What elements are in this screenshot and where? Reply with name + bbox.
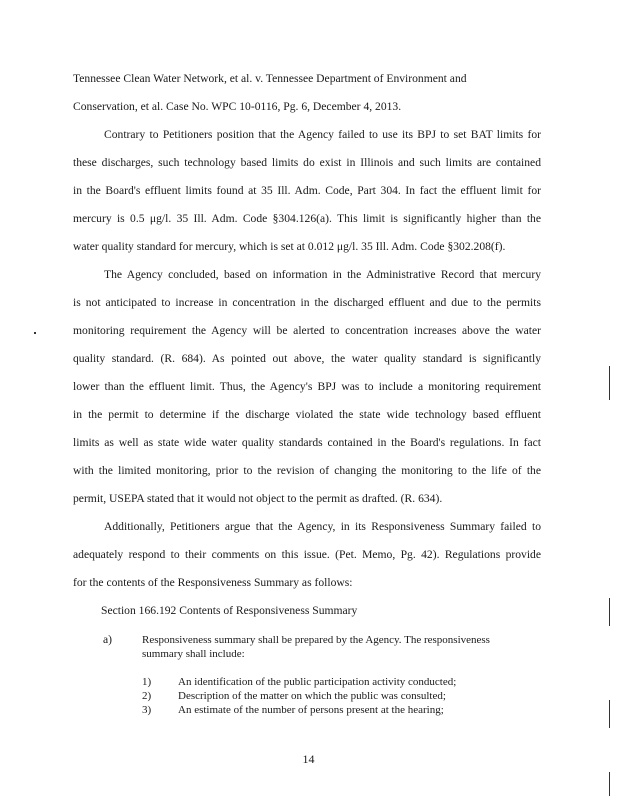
paragraph-2-line-7: limits as well as state wide water quality standards contained in the Board's regulations. In fact (73, 436, 541, 449)
item-a-line-2: summary shall include: (142, 648, 245, 660)
scan-speck (34, 332, 36, 334)
paragraph-2-line-9: permit, USEPA stated that it would not object to the permit as drafted. (R. 634). (73, 492, 443, 505)
scan-mark (609, 772, 610, 796)
paragraph-2-line-6: in the permit to determine if the discharge violated the state wide technology based effluent (73, 408, 541, 421)
sub-item-3-text: An estimate of the number of persons present at the hearing; (178, 704, 444, 716)
paragraph-2-line-8: with the limited monitoring, prior to the revision of changing the monitoring to the life of the (73, 464, 541, 477)
section-heading: Section 166.192 Contents of Responsiveness Summary (101, 604, 358, 617)
scan-mark (609, 700, 610, 728)
sub-item-3-number: 3) (142, 704, 152, 716)
paragraph-2-line-2: is not anticipated to increase in concentration in the discharged effluent and due to the permits (73, 296, 541, 309)
scan-mark (609, 366, 610, 400)
sub-item-2-number: 2) (142, 690, 152, 702)
sub-item-2-text: Description of the matter on which the public was consulted; (178, 690, 446, 702)
item-a-line-1: Responsiveness summary shall be prepared by the Agency. The responsiveness (142, 634, 490, 646)
paragraph-3-line-1: Additionally, Petitioners argue that the Agency, in its Responsiveness Summary failed to (104, 520, 541, 533)
paragraph-1-line-4: mercury is 0.5 μg/l. 35 Ill. Adm. Code §304.126(a). This limit is significantly higher than the (73, 212, 541, 225)
sub-item-1-text: An identification of the public participation activity conducted; (178, 676, 457, 688)
paragraph-3-line-3: for the contents of the Responsiveness Summary as follows: (73, 576, 353, 589)
citation-line-2: Conservation, et al. Case No. WPC 10-0116, Pg. 6, December 4, 2013. (73, 100, 402, 113)
scan-mark (609, 598, 610, 626)
paragraph-1-line-3: in the Board's effluent limits found at 35 Ill. Adm. Code, Part 304. In fact the effluent limit for (73, 184, 541, 197)
paragraph-1-line-5: water quality standard for mercury, which is set at 0.012 μg/l. 35 Ill. Adm. Code §302.208(f). (73, 240, 506, 253)
paragraph-2-line-4: quality standard. (R. 684). As pointed out above, the water quality standard is significantly (73, 352, 541, 365)
page-number: 14 (302, 752, 315, 766)
paragraph-1-line-2: these discharges, such technology based limits do exist in Illinois and such limits are contained (73, 156, 541, 169)
item-a-label: a) (103, 633, 113, 646)
paragraph-2-line-1: The Agency concluded, based on information in the Administrative Record that mercury (104, 268, 541, 281)
paragraph-2-line-5: lower than the effluent limit. Thus, the Agency's BPJ was to include a monitoring requirement (73, 380, 541, 393)
sub-item-1-number: 1) (142, 676, 152, 688)
paragraph-2-line-3: monitoring requirement the Agency will be alerted to concentration increases above the water (73, 324, 541, 337)
citation-line-1: Tennessee Clean Water Network, et al. v. Tennessee Department of Environment and (73, 72, 467, 85)
paragraph-1-line-1: Contrary to Petitioners position that the Agency failed to use its BPJ to set BAT limits for (104, 128, 541, 141)
paragraph-3-line-2: adequately respond to their comments on this issue. (Pet. Memo, Pg. 42). Regulations provide (73, 548, 541, 561)
